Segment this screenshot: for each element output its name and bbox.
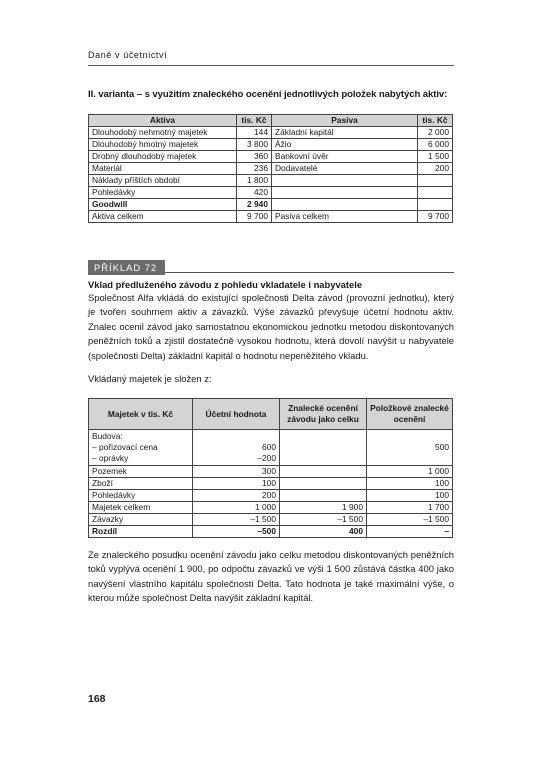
table-cell: Pohledávky	[89, 490, 193, 502]
table-cell: –500	[193, 526, 280, 538]
table-cell: Závazky	[89, 514, 193, 526]
table-cell: Pohledávky	[89, 187, 237, 199]
table-cell: 100	[367, 490, 453, 502]
table-row-difference	[89, 526, 453, 538]
asset-table-header-row	[89, 399, 453, 430]
table-cell: 100	[193, 478, 280, 490]
balance-col-header: Aktiva	[89, 115, 237, 127]
table-cell: 144	[237, 127, 272, 139]
example-tag-bar	[88, 258, 454, 273]
table-cell: 360	[237, 151, 272, 163]
table-cell: 236	[237, 163, 272, 175]
table-cell: Pozemek	[89, 466, 193, 478]
table-cell: 2 000	[418, 127, 453, 139]
building-sub-item: – oprávky	[92, 453, 129, 463]
table-cell	[418, 187, 453, 199]
table-cell	[89, 430, 193, 466]
table-cell: Dlouhodobý nehmotný majetek	[89, 127, 237, 139]
table-cell: Základní kapitál	[272, 127, 418, 139]
table-row	[89, 514, 453, 526]
asset-col-header: Znalecké ocenění závodu jako celku	[280, 399, 367, 430]
table-cell: 1 500	[418, 151, 453, 163]
table-cell	[272, 175, 418, 187]
example-paragraph: Vkládaný majetek je složen z:	[88, 373, 212, 384]
table-row	[89, 139, 453, 151]
table-row	[89, 163, 453, 175]
table-cell: 6 000	[418, 139, 453, 151]
table-row	[89, 175, 453, 187]
asset-table	[88, 398, 453, 538]
table-cell	[272, 187, 418, 199]
table-cell: 420	[237, 187, 272, 199]
table-row	[89, 502, 453, 514]
table-cell: Dlouhodobý hmotný majetek	[89, 139, 237, 151]
table-cell	[280, 478, 367, 490]
table-row-goodwill	[89, 199, 453, 211]
table-cell	[367, 430, 453, 466]
table-cell	[193, 430, 280, 466]
balance-col-header: tis. Kč	[418, 115, 453, 127]
page-number: 168	[88, 693, 106, 705]
building-value: 600	[262, 442, 276, 452]
table-cell: –	[367, 526, 453, 538]
table-cell: 1 800	[237, 175, 272, 187]
table-cell: 400	[280, 526, 367, 538]
building-label: Budova:	[92, 431, 123, 441]
table-cell: Zboží	[89, 478, 193, 490]
building-value: 500	[435, 442, 449, 452]
table-cell: 1 900	[280, 502, 367, 514]
table-cell: –1 500	[367, 514, 453, 526]
table-cell: 300	[193, 466, 280, 478]
table-cell: Drobný dlouhodobý majetek	[89, 151, 237, 163]
asset-col-header: Položkové znalecké ocenění	[367, 399, 453, 430]
table-cell: –1 500	[193, 514, 280, 526]
table-cell: –1 500	[280, 514, 367, 526]
table-cell	[418, 199, 453, 211]
table-row	[89, 187, 453, 199]
building-value: –200	[257, 453, 276, 463]
table-cell: Pasiva celkem	[272, 211, 418, 223]
table-cell: Rozdíl	[89, 526, 193, 538]
balance-table-header-row	[89, 115, 453, 127]
table-cell	[280, 466, 367, 478]
table-cell	[272, 199, 418, 211]
table-cell: 1 700	[367, 502, 453, 514]
table-cell: 200	[193, 490, 280, 502]
asset-col-header: Účetní hodnota	[193, 399, 280, 430]
example-paragraph: Ze znaleckého posudku ocenění závodu jako celku metodou diskontovaných peněžních toků vyplývá ocenění 1 900, po odpočtu závazků ve výši 1 500 zůstává částka 400 jako navýšení vlastního kapitálu společnosti Delta. Tato hodnota je také maximální výše, o kterou může společnost Delta navýšit základní kapitál.	[88, 549, 454, 604]
table-row	[89, 127, 453, 139]
balance-table	[88, 114, 453, 223]
table-cell: 1 000	[367, 466, 453, 478]
table-cell: Majetek celkem	[89, 502, 193, 514]
table-row-building	[89, 430, 453, 466]
table-cell: Goodwill	[89, 199, 237, 211]
header-rule	[88, 65, 454, 66]
table-cell	[418, 175, 453, 187]
table-cell: Ážio	[272, 139, 418, 151]
table-cell: 9 700	[418, 211, 453, 223]
table-cell: 1 000	[193, 502, 280, 514]
example-paragraph: Společnost Alfa vkládá do existující společnosti Delta závod (provozní jednotku), který je tvořen souhrnem aktiv a závazků. Výše závazků převyšuje účetní hodnotu aktiv. Znalec ocenil závod jako samostatnou ekonomickou jednotku metodou diskontovaných peněžních toků a zjistil dostatečně vysokou hodnotu, která dovolí navýšit u nabyvatele (společnosti Delta) základní kapitál o hodnotu nepeněžitého vkladu.	[88, 292, 454, 361]
table-cell: Náklady příštích období	[89, 175, 237, 187]
table-cell: Dodavatelé	[272, 163, 418, 175]
section-heading: II. varianta – s využitím znaleckého ocenění jednotlivých položek nabytých aktiv:	[88, 89, 448, 100]
asset-col-header: Majetek v tis. Kč	[89, 399, 193, 430]
table-cell: Aktiva celkem	[89, 211, 237, 223]
table-cell	[280, 490, 367, 502]
example-title: Vklad předluženého závodu z pohledu vkladatele i nabyvatele	[88, 279, 363, 290]
table-cell	[280, 430, 367, 466]
example-tag: PŘÍKLAD 72	[88, 260, 165, 275]
table-cell: 2 940	[237, 199, 272, 211]
table-row	[89, 151, 453, 163]
table-cell: Materiál	[89, 163, 237, 175]
table-cell: 200	[418, 163, 453, 175]
table-row	[89, 466, 453, 478]
table-cell: 100	[367, 478, 453, 490]
table-row-total	[89, 211, 453, 223]
table-row	[89, 490, 453, 502]
table-cell: Bankovní úvěr	[272, 151, 418, 163]
balance-col-header: tis. Kč	[237, 115, 272, 127]
balance-col-header: Pasiva	[272, 115, 418, 127]
running-header: Daně v účetnictví	[88, 50, 168, 60]
table-row	[89, 478, 453, 490]
table-cell: 3 800	[237, 139, 272, 151]
table-cell: 9 700	[237, 211, 272, 223]
building-sub-item: – pořizovací cena	[92, 442, 158, 452]
